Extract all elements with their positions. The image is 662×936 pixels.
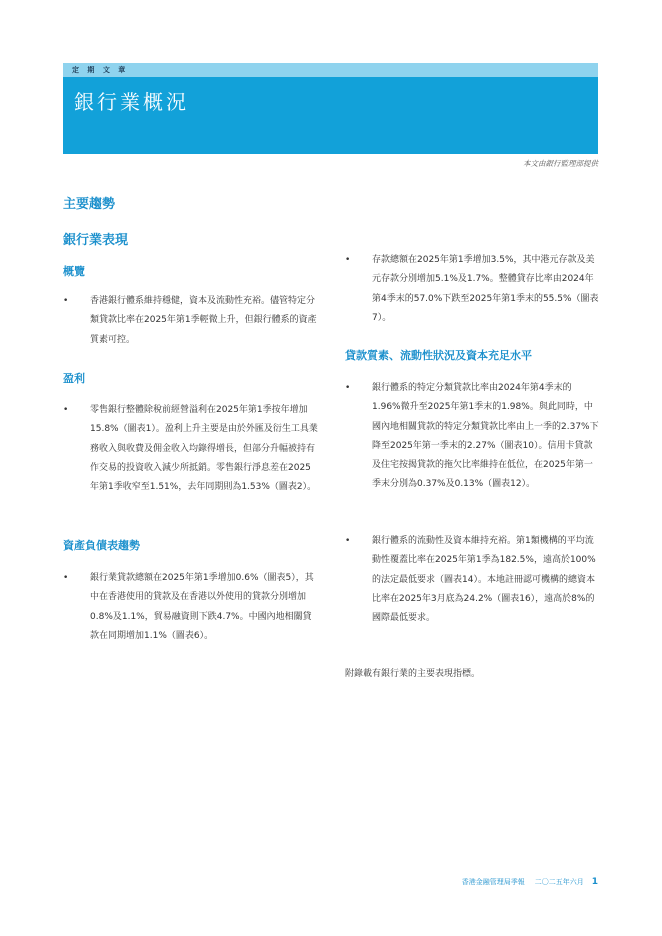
- page-number: 1: [591, 877, 598, 887]
- list-item: [63, 569, 318, 646]
- paragraph-asset-quality: 銀行體系的特定分類貸款比率由2024年第4季末的1.96%微升至2025年第1季末的1.98%。與此同時，中國內地相關貸款的特定分類貸款比率由上一季的2.37%下降至2025年第一季末的2.27%（圖表10）。信用卡貸款及住宅按揭貸款的拖欠比率維持在低位，在2025年第一季末分別為0.37%及0.13%（圖表12）。: [372, 383, 599, 490]
- bullet-icon: •: [345, 383, 351, 393]
- heading-overview: 概覽: [63, 265, 85, 278]
- appendix-note: 附錄載有銀行業的主要表現指標。: [345, 669, 481, 679]
- paragraph-loans: 銀行業貸款總額在2025年第1季增加0.6%（圖表5），其中在香港使用的貸款及在香港以外使用的貸款分別增加0.8%及1.1%，貿易融資則下跌4.7%。中國內地相關貸款在同期增加1.1%（圖表6）。: [90, 573, 314, 641]
- paragraph-liquidity-capital: 銀行體系的流動性及資本維持充裕。第1類機構的平均流動性覆蓋比率在2025年第1季為182.5%，遠高於100%的法定最低要求（圖表14）。本地註冊認可機構的總資本比率在2025年3月底為24.2%（圖表16），遠高於8%的國際最低要求。: [372, 536, 596, 624]
- list-item: [345, 251, 599, 328]
- bullet-icon: •: [345, 536, 351, 546]
- list-item: [345, 532, 599, 628]
- page-footer: [462, 877, 598, 887]
- footer-issue-date: 二〇二五年六月: [534, 878, 584, 886]
- heading-profitability: 盈利: [63, 372, 85, 385]
- bullet-icon: •: [63, 405, 69, 415]
- list-item: [63, 292, 318, 350]
- list-item: [345, 379, 599, 495]
- page-title: 銀行業概況: [74, 90, 189, 114]
- bullet-icon: •: [345, 255, 351, 265]
- list-item: [63, 401, 318, 497]
- paragraph-overview: 香港銀行體系維持穩健，資本及流動性充裕。儘管特定分類貸款比率在2025年第1季輕微上升，但銀行體系的資產質素可控。: [90, 296, 317, 345]
- bullet-icon: •: [63, 296, 69, 306]
- heading-balance-sheet: 資產負債表趨勢: [63, 539, 140, 552]
- heading-main-trends: 主要趨勢: [63, 197, 116, 212]
- heading-banking-performance: 銀行業表現: [63, 233, 129, 248]
- paragraph-deposits: 存款總額在2025年第1季增加3.5%，其中港元存款及美元存款分別增加5.1%及1.7%。整體貸存比率由2024年第4季末的57.0%下跌至2025年第1季末的55.5%（圖表7）。: [372, 255, 599, 323]
- section-label: 定 期 文 章: [63, 63, 598, 77]
- heading-asset-quality: 貸款質素、流動性狀況及資本充足水平: [345, 349, 532, 362]
- bullet-icon: •: [63, 573, 69, 583]
- article-credit: 本文由銀行監理部提供: [523, 159, 598, 168]
- paragraph-profitability: 零售銀行整體除稅前經營溢利在2025年第1季按年增加15.8%（圖表1）。盈利上升主要是由於外匯及衍生工具業務收入與收費及佣金收入均錄得增長，但部分升幅被持有作交易的投資收入減少所抵銷。零售銀行淨息差在2025年第1季收窄至1.51%，去年同期則為1.53%（圖表2）。: [90, 405, 318, 493]
- footer-publication: 香港金融管理局季報: [461, 878, 525, 886]
